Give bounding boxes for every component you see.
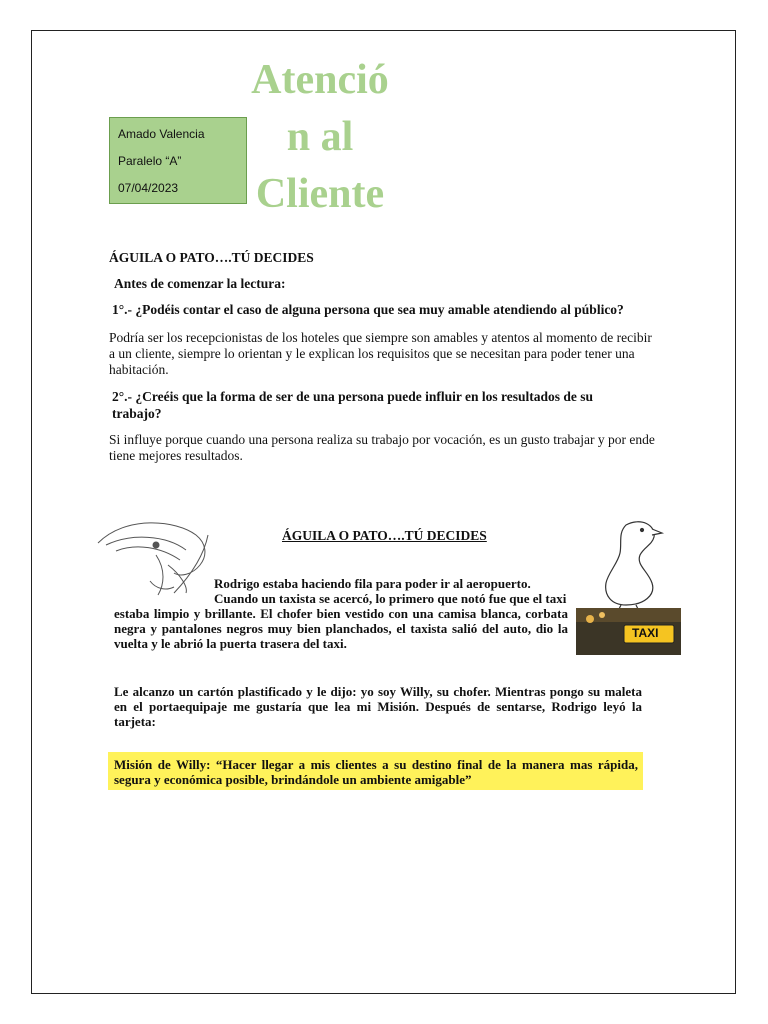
answer-2: Si influye porque cuando una persona realiza su trabajo por vocación, es un gusto trabajar y por ende tiene mejores resultados. <box>109 432 655 463</box>
taxi-sign: TAXI <box>632 626 659 640</box>
eagle-icon <box>98 523 208 595</box>
author-name: Amado Valencia <box>118 127 205 141</box>
story-para1-line2: Cuando un taxista se acercó, lo primero que notó fue que el taxi <box>214 591 567 606</box>
section-heading: ÁGUILA O PATO….TÚ DECIDES <box>109 250 314 265</box>
title-line-1: Atenció <box>251 57 389 103</box>
mission-text: Misión de Willy: “Hacer llegar a mis clientes a su destino final de la manera mas rápida, segura y económica posible, brindándole un ambiente amigable” <box>114 757 638 787</box>
student-info-box <box>109 117 247 204</box>
question-1: 1°.- ¿Podéis contar el caso de alguna persona que sea muy amable atendiendo al público? <box>112 302 624 317</box>
section-label: Paralelo “A” <box>118 154 182 168</box>
story-para1-rest: estaba limpio y brillante. El chofer bien vestido con una camisa blanca, corbata negra y pantalones negros muy bien planchados, el taxista salió del auto, dio la vuelta y le abrió la puerta trasera del taxi. <box>114 606 568 651</box>
pre-reading-label: Antes de comenzar la lectura: <box>114 276 286 291</box>
document-title <box>242 52 398 223</box>
story-title: ÁGUILA O PATO….TÚ DECIDES <box>282 528 487 543</box>
story-para2: Le alcanzo un cartón plastificado y le dijo: yo soy Willy, su chofer. Mientras pongo su maleta en el portaequipaje me gustaría que lea mi Misión. Después de sentarse, Rodrigo leyó la tarjeta: <box>114 684 642 729</box>
title-line-2: n al <box>286 114 354 160</box>
title-line-3: Cliente <box>255 171 385 217</box>
story-para1-line1: Rodrigo estaba haciendo fila para poder ir al aeropuerto. <box>214 576 531 591</box>
date-label: 07/04/2023 <box>118 181 179 195</box>
taxi-image <box>576 608 681 655</box>
answer-1: Podría ser los recepcionistas de los hoteles que siempre son amables y atentos al momento de recibir a un cliente, siempre lo orientan y le explican los requisitos que se necesitan para poder tener una habitación. <box>109 330 652 377</box>
question-2: 2°.- ¿Creéis que la forma de ser de una persona puede influir en los resultados de su trabajo? <box>112 389 594 421</box>
